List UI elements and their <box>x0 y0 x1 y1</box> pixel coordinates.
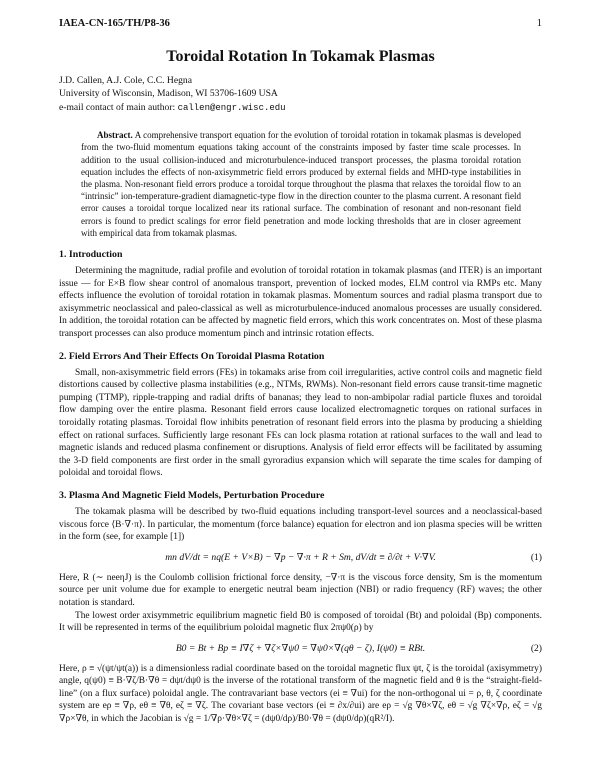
affiliation: University of Wisconsin, Madison, WI 53706-1609 USA <box>59 88 278 100</box>
models-paragraph: The tokamak plasma will be described by two-fluid equations including transport-level sources and a neoclassical-based viscous force ⟨B·∇·π⟩. In particular, the momentum (force balance) equation for electron and ion plasma species will be written in the form (see, for example [1]) <box>59 506 542 543</box>
abstract <box>81 129 521 239</box>
abstract-text: A comprehensive transport equation for the evolution of toroidal rotation in tokamak plasmas is developed from the two-fluid momentum equations taking account of the constraints imposed by faster time scale processes. In addition to the usual collision-induced and microturbulence-induced transport processes, the plasma toroidal rotation equation includes the effects of non-axisymmetric field errors produced by external fields and MHD-type instabilities in the plasma. Non-resonant field errors produce a toroidal torque throughout the plasma that relaxes the toroidal flow to an “intrinsic” ion-temperature-gradient diamagnetic-type flow in the direction counter to the plasma current. A resonant field error causes a toroidal torque localized near its rational surface. The combination of resonant and non-resonant field errors is found to predict scalings for error field penetration and mode locking thresholds that are in closer agreement with empirical data from tokamak plasmas. <box>81 130 521 238</box>
section-heading-introduction: 1. Introduction <box>59 249 123 261</box>
conference-code: IAEA-CN-165/TH/P8-36 <box>59 18 170 29</box>
equation-1 <box>59 551 542 565</box>
author-block <box>59 74 542 115</box>
magnetic-field-paragraph: The lowest order axisymmetric equilibrium magnetic field B0 is composed of toroidal (Bt) and poloidal (Bp) components. It will be represented in terms of the equilibrium poloidal magnetic flux 2πψ0(ρ) by <box>59 610 542 634</box>
field-errors-paragraph: Small, non-axisymmetric field errors (FEs) in tokamaks arise from coil irregularities, active control coils and magnetic field distortions caused by collective plasma instabilities (e.g., NTMs, RWMs). Non-resonant field errors cause transit-time magnetic pumping (TTMP), ripple-trapping and radial drifts of bananas; they lead to non-ambipolar radial particle fluxes and toroidal flow damping over the entire plasma. Resonant field errors cause localized electromagnetic torques on rational surfaces in toroidally rotating plasmas. Toroidal flow inhibits penetration of resonant field errors into the plasma by producing a shielding effect on rational surfaces. Sufficiently large resonant FEs can lock plasma rotation at rational surfaces to the wall and lead to magnetic islands and reduced plasma confinement or disruptions. Analysis of field error effects will be facilitated by assuming the 3-D field components are first order in the small gyroradius expansion which will separate the time scales for damping of poloidal and toroidal flows. <box>59 367 542 479</box>
section-heading-models: 3. Plasma And Magnetic Field Models, Perturbation Procedure <box>59 489 325 501</box>
introduction-paragraph: Determining the magnitude, radial profile and evolution of toroidal rotation in tokamak plasmas (and ITER) is an important issue — for E×B flow shear control of anomalous transport, prevention of locked modes, ELM control via RMPs etc. Many effects influence the evolution of toroidal rotation in tokamak plasmas. Momentum sources and radial plasma transport due to axisymmetric neoclassical and paleo-classical as well as microturbulence-induced anomalous processes are usually considered. In addition, the toroidal rotation can be affected by magnetic field errors, which this work concentrates on. Most of these plasma transport processes can also produce momentum pinch and intrinsic rotation effects. <box>59 266 542 340</box>
equation-1-number: (1) <box>530 551 542 563</box>
coordinates-paragraph: Here, ρ ≡ √(ψt/ψt(a)) is a dimensionless radial coordinate based on the toroidal magnetic flux ψt, ζ is the toroidal (axisymmetry) angle, q(ψ0) ≡ B·∇ζ/B·∇θ = dψt/dψ0 is the inverse of the rotational transform of the magnetic field and θ is the “straight-field-line” (on a flux surface) poloidal angle. The contravariant base vectors (ei ≡ ∇ui) for the non-orthogonal ui = ρ, θ, ζ coordinate system are eρ ≡ ∇ρ, eθ ≡ ∇θ, eζ ≡ ∇ζ. The covariant base vectors (ei ≡ ∂x/∂ui) are eρ = √g ∇θ×∇ζ, eθ = √g ∇ζ×∇ρ, eζ = √g ∇ρ×∇θ, in which the Jacobian is √g = 1/∇ρ·∇θ×∇ζ = (dψ0/dρ)/B0·∇θ = (dψ0/dρ)(qR²/I). <box>59 663 542 725</box>
contact-email: callen@engr.wisc.edu <box>177 102 286 113</box>
authors: J.D. Callen, A.J. Cole, C.C. Hegna <box>59 75 192 86</box>
equation-2 <box>59 642 542 656</box>
page-number: 1 <box>536 18 542 29</box>
equation-2-number: (2) <box>530 642 542 654</box>
paper-title: Toroidal Rotation In Tokamak Plasmas <box>166 48 435 65</box>
paragraph-after-equation-1: Here, R (∼ neeηJ) is the Coulomb collision frictional force density, −∇·π is the viscous force density, Sm is the momentum source per unit volume due for example to energetic neutral beam injection (NBI) or radio frequency (RF) waves; the other notation is standard. <box>59 572 542 608</box>
contact-label: e-mail contact of main author: <box>59 101 176 113</box>
equation-2-body: B0 = Bt + Bp ≡ I∇ζ + ∇ζ×∇ψ0 = ∇ψ0×∇(qθ − ζ), I(ψ0) ≡ RBt. <box>175 642 426 654</box>
equation-1-body: mn dV/dt = nq(E + V×B) − ∇p − ∇·π + R + Sm, dV/dt ≡ ∂/∂t + V·∇V. <box>165 551 436 563</box>
running-header <box>59 18 542 42</box>
contact-line <box>59 101 542 115</box>
abstract-label: Abstract. <box>97 130 133 141</box>
section-heading-field-errors: 2. Field Errors And Their Effects On Toroidal Plasma Rotation <box>59 350 325 362</box>
